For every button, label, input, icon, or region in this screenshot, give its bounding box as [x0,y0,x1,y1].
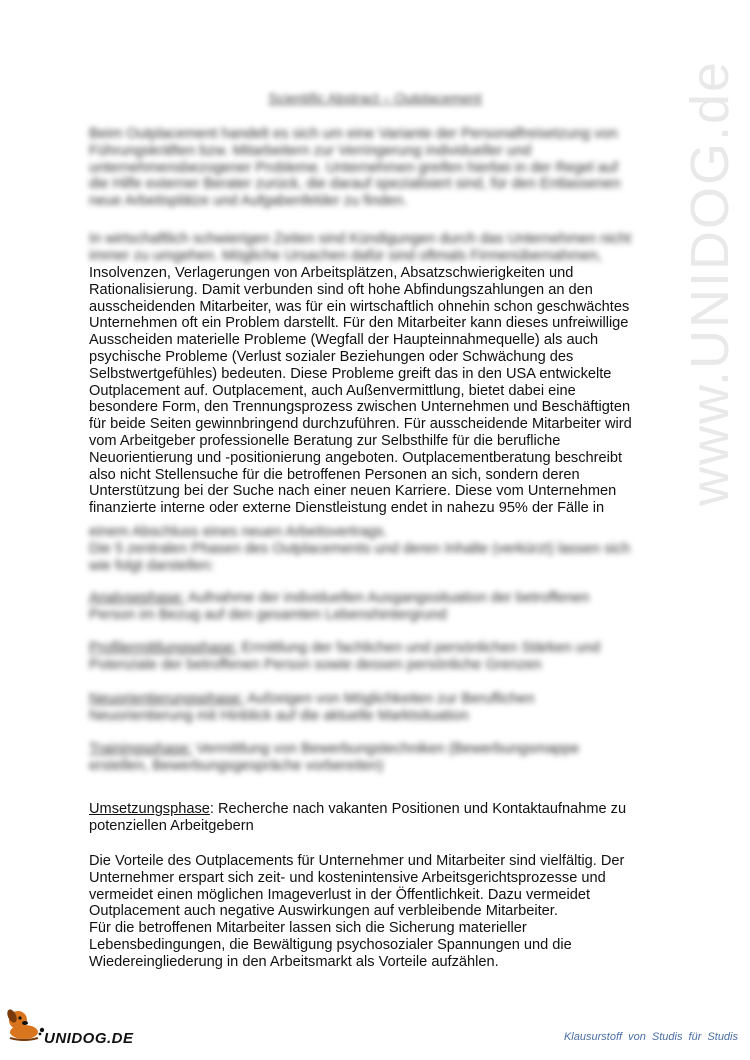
text-line: Beim Outplacement handelt es sich um eine Variante der Personalfreisetzung von [89,126,618,142]
logo-text: UNIDOG.DE [44,1030,134,1047]
phase-label: Umsetzungsphase [89,801,210,817]
text-line: Rationalisierung. Damit verbunden sind oft hohe Abfindungszahlungen an den [89,281,593,298]
phases-list [89,590,659,792]
phase-label: Analysephase: [89,590,185,606]
umsetzung-phase [89,801,659,835]
text-line: Neuorientierung und -positionierung angeboten. Outplacementberatung beschreibt [89,449,623,466]
footer-tagline: Klausurstoff von Studis für Studis [563,1031,738,1043]
text-line: Für die betroffenen Mitarbeiter lassen sich die Sicherung materieller [89,920,527,937]
text-line: die Hilfe externer Berater zurück, die darauf spezialisiert sind, für den Entlassenen [89,176,621,193]
phase-text: Vermittlung von Bewerbungstechniken (Bewerbungsmappe [192,741,580,758]
advantages-paragraph [89,853,659,971]
phase-text: Ermittlung der fachlichen und persönlichen Stärken und [237,640,601,657]
text-line: Lebensbedingungen, die Bewältigung psychosozialer Spannungen und die [89,936,572,953]
text-line: immer zu umgehen. Mögliche Ursachen dafür sind oftmals Firmenübernahmen, [89,247,602,264]
phase-text: Person im Bezug auf den gesamten Lebenshintergrund [89,606,447,623]
text-line: Insolvenzen, Verlagerungen von Arbeitsplätzen, Absatzschwierigkeiten und [89,265,574,281]
phase-item [89,590,659,624]
phase-label: Trainingsphase: [89,741,193,758]
text-line: ausscheidenden Mitarbeiter, was für ein wirtschaftlich ohnehin schon geschwächtes [89,298,630,315]
text-line: Selbstwertgefühles) bedeuten. Diese Probleme greift das in den USA entwickelte [89,365,612,382]
text-line: einem Abschluss eines neuen Arbeitsvertrags. [89,524,388,540]
phase-text: potenziellen Arbeitgebern [89,817,254,834]
text-line: Unterstützung bei der Suche nach einer neuen Karriere. Diese vom Unternehmen [89,483,617,500]
text-line: finanzierte interne oder externe Dienstleistung endet in nahezu 95% der Fälle in [89,500,605,517]
visible-paragraph [89,265,659,517]
text-line: für beide Seiten gewinnbringend durchzuführen. Für ausscheidende Mitarbeiter wird [89,416,632,433]
text-line: Outplacement auf. Outplacement, auch Außenvermittlung, bietet dabei eine [89,382,576,399]
intro-paragraph [89,126,659,210]
phase-text: : Recherche nach vakanten Positionen und Kontaktaufnahme zu [209,801,627,817]
text-line: neue Arbeitsplätze und Aufgabenfelder zu finden. [89,193,408,210]
text-line: vermeidet einen möglichen Imageverlust in der Öffentlichkeit. Dazu vermeidet [89,886,591,903]
text-line: unternehmensbezogener Probleme. Unternehmen greifen hierbei in der Regel auf [89,159,618,176]
phase-text: Potenziale der betroffenen Person sowie dessen persönliche Grenzen [89,657,542,674]
unidog-logo [4,1002,154,1047]
phase-text: Neuorientierung mit Hinblick auf die aktuelle Marktsituation [89,707,469,724]
phase-item [89,741,659,775]
text-line: Die Vorteile des Outplacements für Unternehmer und Mitarbeiter sind vielfältig. Der [89,853,625,869]
phase-text: Aufzeigen von Möglichkeiten zur Beruflichen [243,690,535,707]
phase-text: Aufnahme der individuellen Ausgangssituation der betroffenen [184,590,590,606]
text-line: Unternehmen oft ein Problem darstellt. Für den Mitarbeiter kann dieses unfreiwillige [89,315,629,332]
document-title: Scientific Abstract – Outplacement [268,90,482,106]
text-line: besondere Form, den Trennungsprozess zwischen Unternehmen und Beschäftigten [89,399,631,416]
text-line: Ausscheiden materielle Probleme (Wegfall der Haupteinnahmequelle) als auch [89,332,599,349]
text-line: also nicht Stellensuche für die betroffenen Personen an sich, sondern deren [89,466,580,483]
text-line: vom Arbeitgeber professionelle Beratung zur Selbsthilfe für die berufliche [89,432,561,449]
text-line: Die 5 zentralen Phasen des Outplacements und deren Inhalte (verkürzt) lassen sich [89,540,631,557]
text-line: Wiedereingliederung in den Arbeitsmarkt als Vorteile aufzählen. [89,953,499,970]
text-line: In wirtschaftlich schwierigen Zeiten sind Kündigungen durch das Unternehmen nicht [89,231,631,247]
watermark: www.UNIDOG.de [680,59,740,506]
text-line: Führungskräften bzw. Mitarbeitern zur Verringerung individueller und [89,142,532,159]
text-line: psychische Probleme (Verlust sozialer Beziehungen oder Schwächung des [89,348,574,365]
phase-label: Profilermittlungsphase: [89,640,238,657]
phase-text: erstellen, Bewerbungsgespräche vorbereiten) [89,757,384,774]
phase-label: Neuorientierungsphase: [89,690,244,707]
text-line: Unternehmer erspart sich zeit- und kostenintensive Arbeitsgerichtsprozesse und [89,869,606,886]
phase-item [89,691,659,725]
phase-item [89,640,659,674]
context-paragraph [89,231,659,265]
text-line: wie folgt darstellen: [89,557,214,574]
text-line: Outplacement auch negative Auswirkungen auf verbleibende Mitarbeiter. [89,903,558,920]
phases-intro [89,524,659,574]
dog-mascot-icon [4,1002,48,1042]
